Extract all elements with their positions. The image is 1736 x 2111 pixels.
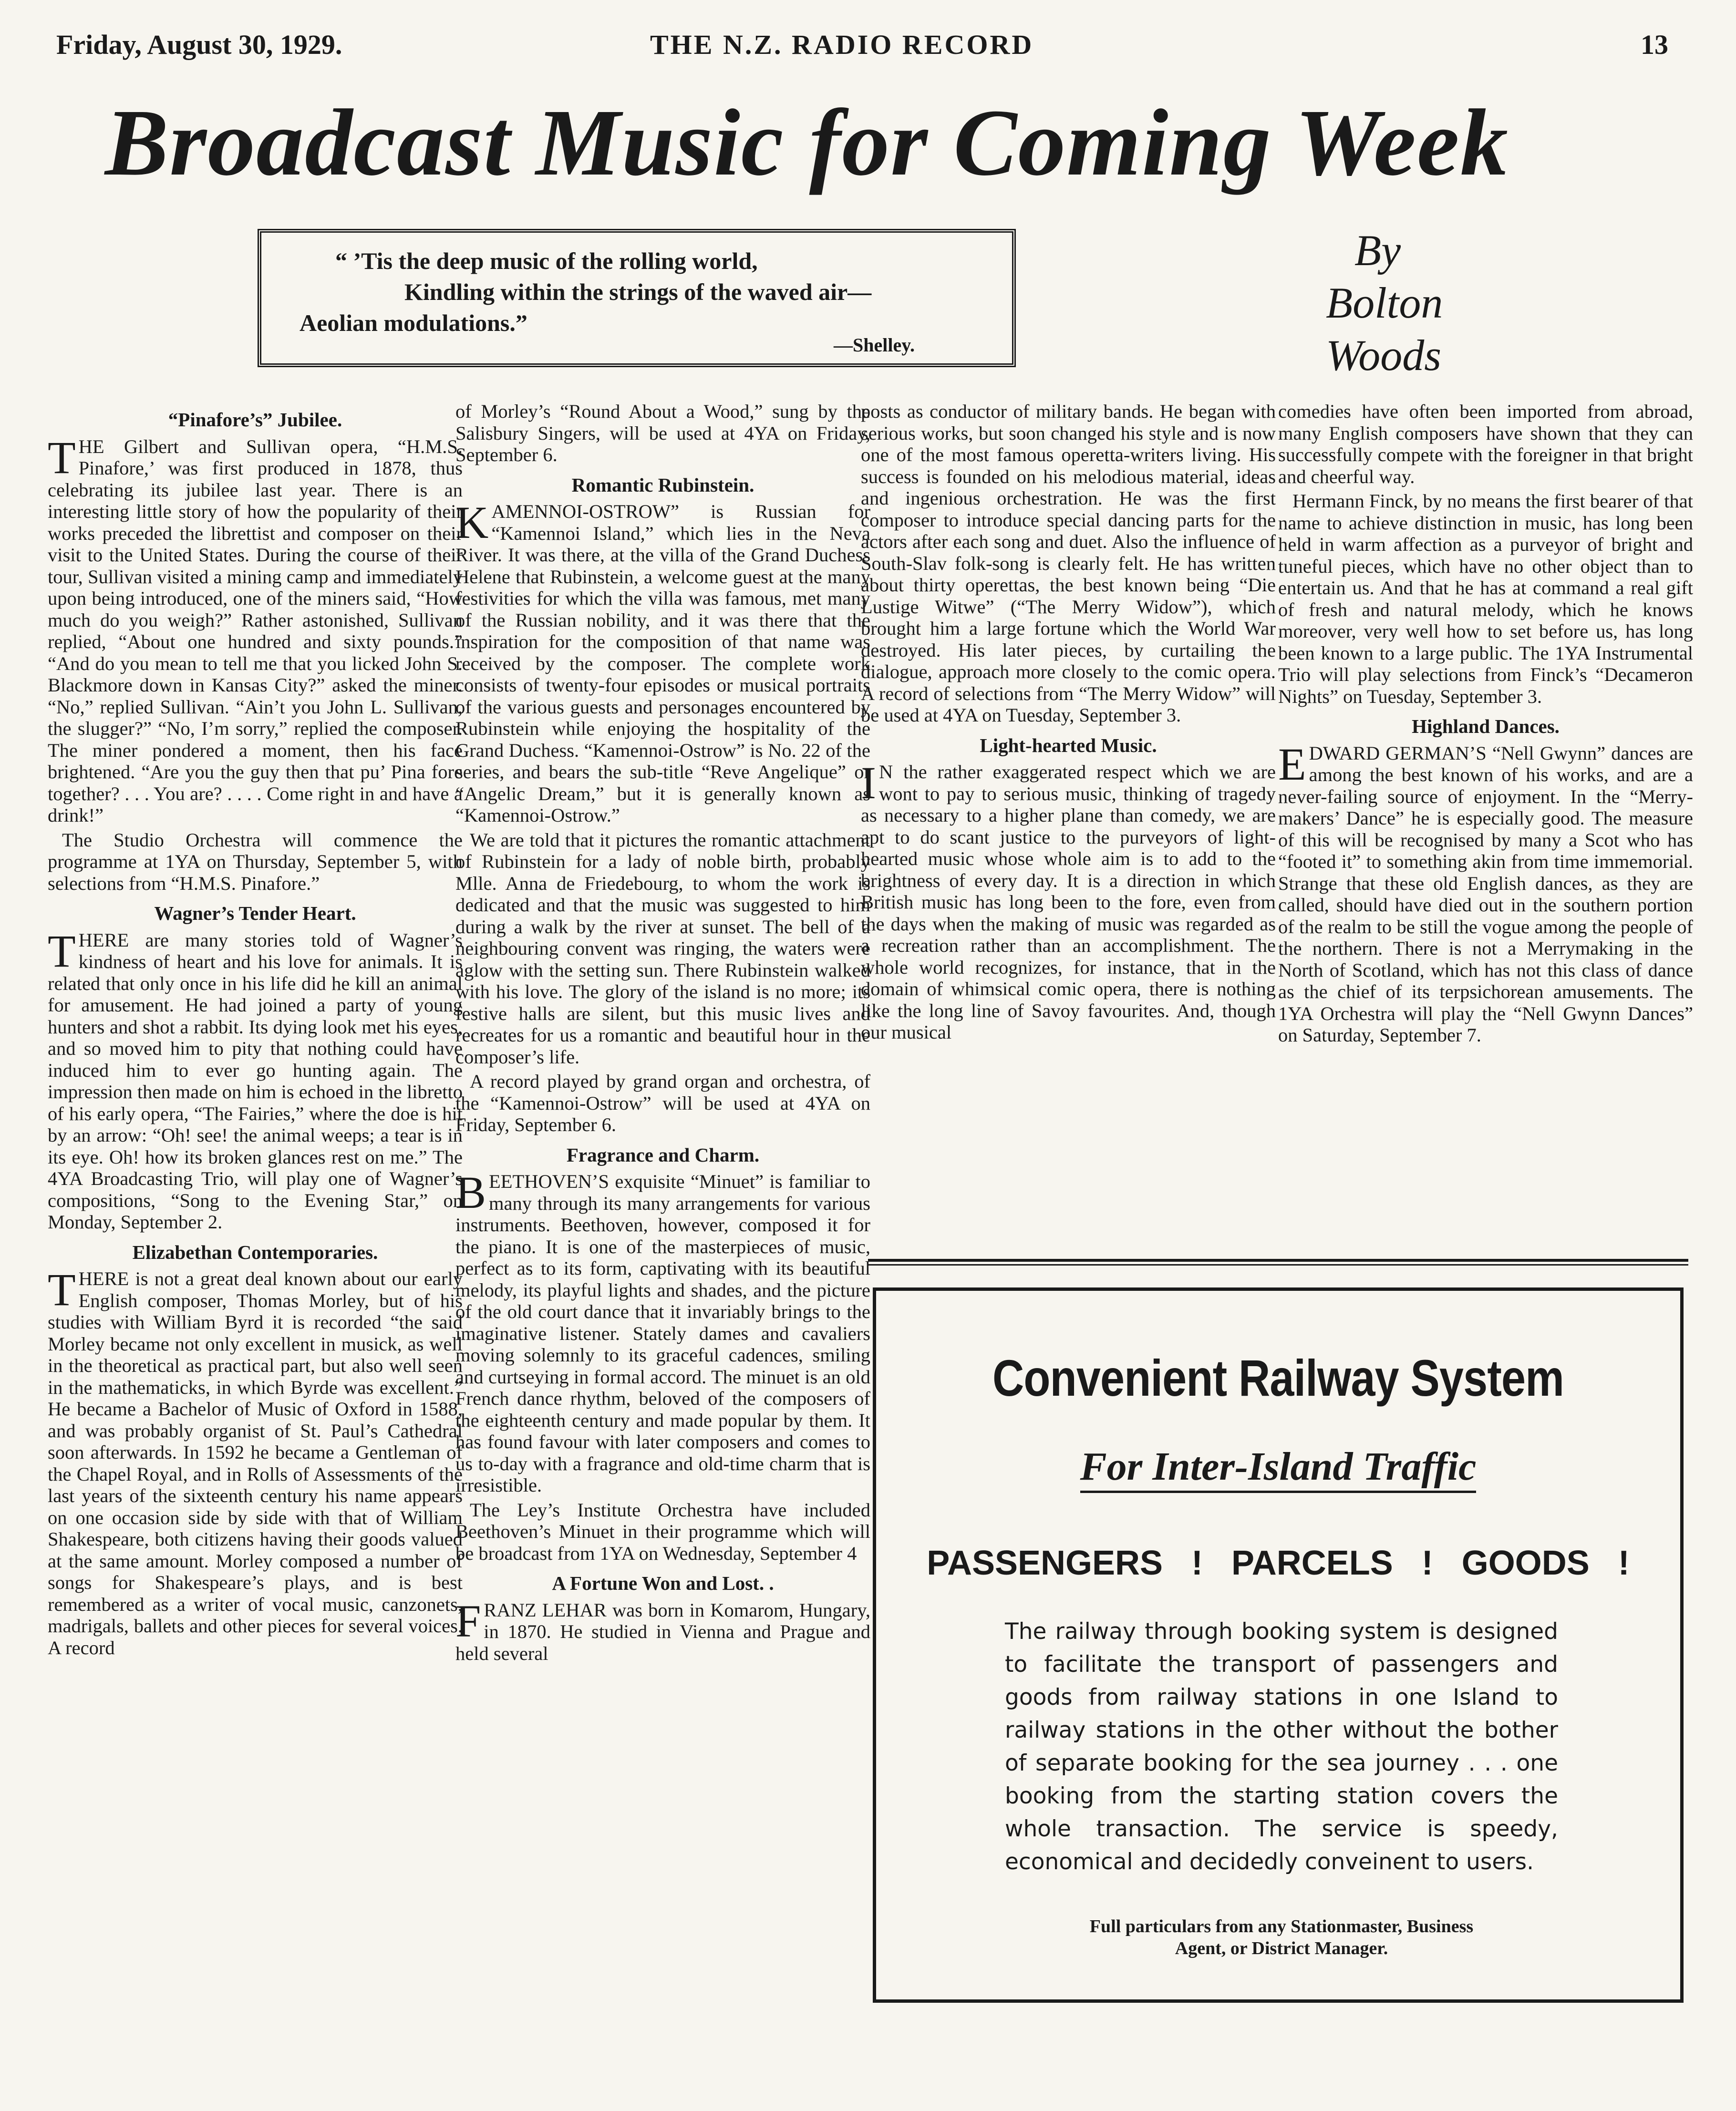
epigraph-line-1: “ ’Tis the deep music of the rolling world, bbox=[335, 247, 758, 274]
drop-cap: T bbox=[48, 1264, 76, 1315]
masthead bbox=[56, 29, 1668, 67]
paragraph: comedies have often been imported from abroad, many English composers have shown that they can successfully compete with the foreigner in that bright and cheerful way. bbox=[1278, 401, 1693, 487]
section-heading: Highland Dances. bbox=[1412, 715, 1560, 737]
section-heading: Fragrance and Charm. bbox=[566, 1143, 760, 1166]
column-divider-rule bbox=[868, 1259, 1688, 1266]
epigraph-attribution: —Shelley. bbox=[834, 334, 915, 356]
paragraph-text: HERE are many stories told of Wagner’s kindness of heart and his love for animals. It is related that only once in his life did he kill an animal for amusement. He had joined a party of young hunters and shot a rabbit. Its dying look met his eyes, and so moved him to pity that nothing could have induced him to ever go hunting again. The impression then made on him is echoed in the libretto of his early opera, “The Fairies,” where the doe is hit by an arrow: “Oh! see! the animal weeps; a tear is in its eye. Oh! how its broken glances rest on me.” The 4YA Broadcasting Trio, will play one of Wagner’s compositions, “Song to the Evening Star,” on Monday, September 2. bbox=[48, 929, 463, 1233]
paragraph: posts as conductor of military bands. He began with serious works, but soon changed his style and is now one of the most famous operetta-writers living. His success is founded on his melodious material, ideas and ingenious orchestration. He was the first composer to introduce special dancing parts for the actors after each song and duet. Also the influence of South-Slav folk-song is clearly felt. He has written about thirty operettas, the best known being “Die Lustige Witwe” (“The Merry Widow”), which brought him a large fortune which the World War destroyed. His later pieces, by curtailing the dialogue, approach more closely to the comic opera. A record of selections from “The Merry Widow” will be used at 4YA on Tuesday, September 3. bbox=[861, 401, 1276, 726]
paragraph-text: HE Gilbert and Sullivan opera, “H.M.S. Pinafore,’ was first produced in 1878, thus celebrating its jubilee last year. There is an interesting little story of how the popularity of their works preceded the librettist and composer on their visit to the United States. During the course of their tour, Sullivan visited a mining camp and immediately upon being introduced, one of the miners said, “How much do you weigh?” Rather astonished, Sullivan replied, “About one hundred and sixty pounds.” “And do you mean to tell me that you licked John S. Blackmore down in Kansas City?” asked the miner. “No,” replied Sullivan. “Ain’t you John L. Sullivan, the slugger?” “No, I’m sorry,” replied the composer. The miner pondered a moment, then his face brightened. “Are you the guy then that pu’ Pina fore together? . . . You are? . . . . Come right in and have a drink!” bbox=[48, 435, 463, 826]
paragraph bbox=[48, 432, 463, 826]
drop-cap: F bbox=[455, 1595, 481, 1647]
paragraph: of Morley’s “Round About a Wood,” sung by the Salisbury Singers, will be used at 4YA on Friday, September 6. bbox=[455, 401, 870, 465]
epigraph-box bbox=[258, 229, 1016, 367]
section-heading: A Fortune Won and Lost. . bbox=[552, 1572, 774, 1594]
drop-cap: I bbox=[861, 757, 876, 808]
paragraph-text: RANZ LEHAR was born in Komarom, Hungary, in 1870. He studied in Vienna and Prague and held several bbox=[455, 1599, 870, 1664]
byline-by: By bbox=[1354, 226, 1401, 275]
ad-body: The railway through booking system is designed to facilitate the transport of passengers and goods from railway stations in one Island to railway stations in the other without the bother of separate booking for the sea journey . . . one booking from the starting station covers the whole transaction. The service is speedy, economical and decidedly conveinent to users. bbox=[1005, 1618, 1558, 1875]
ad-subtitle-text: For Inter-Island Traffic bbox=[1080, 1444, 1477, 1493]
issue-date: Friday, August 30, 1929. bbox=[56, 29, 342, 60]
byline-first-name: Bolton bbox=[1326, 278, 1443, 327]
byline-last-name: Woods bbox=[1326, 331, 1441, 380]
section-heading: Wagner’s Tender Heart. bbox=[154, 902, 356, 924]
paragraph: A record played by grand organ and orchestra, of the “Kamennoi-Ostrow” will be used at 4YA on Friday, September 6. bbox=[455, 1071, 870, 1135]
drop-cap: K bbox=[455, 497, 489, 548]
drop-cap: T bbox=[48, 432, 76, 483]
paragraph bbox=[1278, 738, 1693, 1046]
paragraph: Hermann Finck, by no means the first bearer of that name to achieve distinction in music, has long been held in warm affection as a purveyor of bright and tuneful pieces, which have no other object than to entertain us. And that he has at command a real gift of fresh and natural melody, which he knows moreover, very well how to set before us, has long been known to a large public. The 1YA Instrumental Trio will play selections from Finck’s “Decameron Nights” on Tuesday, September 3. bbox=[1278, 490, 1693, 707]
paragraph-text: AMENNOI-OSTROW” is Russian for “Kamennoi Island,” which lies in the Neva River. It was there, at the villa of the Grand Duchess Helene that Rubinstein, a welcome guest at the many festivities for which the villa was famous, met many of the Russian nobility, and it was there that the inspiration for the composition of that name was received by the composer. The complete work consists of twenty-four episodes or musical portraits of the various guests and personages encountered by Rubinstein while enjoying the hospitality of the Grand Duchess. “Kamennoi-Ostrow” is No. 22 of the series, and bears the sub-title “Reve Angelique” or “Angelic Dream,” but it is generally known as “Kamennoi-Ostrow.” bbox=[455, 501, 870, 826]
paragraph bbox=[48, 925, 463, 1233]
paragraph bbox=[861, 757, 1276, 1043]
publication-name: THE N.Z. RADIO RECORD bbox=[650, 29, 1034, 60]
paragraph bbox=[455, 497, 870, 826]
section-heading: Elizabethan Contemporaries. bbox=[132, 1241, 378, 1263]
paragraph bbox=[455, 1167, 870, 1496]
paragraph: We are told that it pictures the romantic attachment of Rubinstein for a lady of noble birth, probably Mlle. Anna de Friedebourg, to whom the work is dedicated and that the music was suggested to him during a walk by the river at sunset. The bell of a neighbouring convent was ringing, the waters were aglow with the setting sun. There Rubinstein walked with his love. The glory of the island is no more; its festive halls are silent, but this music lives and recreates for us a romantic and beautiful hour in the composer’s life. bbox=[455, 829, 870, 1068]
article-column-3 bbox=[861, 401, 1276, 1240]
article-column-4 bbox=[1278, 401, 1693, 1240]
ad-subtitle bbox=[876, 1443, 1680, 1490]
drop-cap: E bbox=[1278, 738, 1306, 790]
drop-cap: B bbox=[455, 1167, 486, 1218]
ad-footer: Full particulars from any Stationmaster, Business Agent, or District Manager. bbox=[1089, 1916, 1474, 1958]
drop-cap: T bbox=[48, 925, 76, 977]
paragraph-text: EETHOVEN’S exquisite “Minuet” is familiar to many through its many arrangements for various instruments. Beethoven, however, composed it for the piano. It is one of the masterpieces of music, perfect as to its form, captivating with its beautiful melody, its playful lights and shades, and the picture of the old court dance that it invariably brings to the imaginative listener. Stately dames and cavaliers moving solemnly to its graceful cadences, smiling and curtseying in formal accord. The minuet is an old French dance rhythm, beloved of the composers of the eighteenth century and made popular by them. It has found favour with later composers and comes to us to-day with a fragrance and old-time charm that is irresistible. bbox=[455, 1171, 870, 1496]
paragraph bbox=[48, 1264, 463, 1658]
epigraph-line-3: Aeolian modulations.” bbox=[300, 309, 527, 336]
paragraph: The Ley’s Institute Orchestra have included Beethoven’s Minuet in their programme which will be broadcast from 1YA on Wednesday, September 4 bbox=[455, 1499, 870, 1564]
article-column-2 bbox=[455, 401, 870, 2027]
epigraph-line-2: Kindling within the strings of the waved air— bbox=[404, 278, 872, 305]
section-heading: “Pinafore’s” Jubilee. bbox=[168, 409, 342, 431]
page-headline: Broadcast Music for Coming Week bbox=[105, 90, 1509, 196]
railway-advertisement bbox=[873, 1287, 1684, 2003]
paragraph-text: HERE is not a great deal known about our early English composer, Thomas Morley, but of his studies with William Byrd it is recorded “the said Morley became not only excellent in musick, as well in the theoretical as practical part, but also well seen in the mathematicks, in which Byrde was excellent.” He became a Bachelor of Music of Oxford in 1588, and was probably organist of St. Paul’s Cathedral soon afterwards. In 1592 he became a Gentleman of the Chapel Royal, and in Rolls of Assessments of the last years of the sixteenth century his name appears on one occasion side by side with that of William Shakespeare, both citizens having their goods valued at the same amount. Morley composed a number of songs for Shakespeare’s plays, and is best remembered as a writer of vocal music, canzonets, madrigals, ballets and other pieces for several voices. A record bbox=[48, 1268, 463, 1658]
ad-title: Convenient Railway System bbox=[992, 1349, 1564, 1407]
paragraph-text: N the rather exaggerated respect which we are wont to pay to serious music, thinking of tragedy as necessary to a higher plane than comedy, we are apt to do scant justice to the purveyors of light-hearted music whose whole aim is to add to the brightness of every day. It is a direction in which British music has long been to the fore, even from the days when the making of music was regarded as a recreation rather than an accomplishment. The whole world recognizes, for instance, that in the domain of whimsical comic opera, there is nothing like the long line of Savoy favourites. And, though our musical bbox=[861, 761, 1276, 1043]
paragraph: The Studio Orchestra will commence the programme at 1YA on Thursday, September 5, with selections from “H.M.S. Pinafore.” bbox=[48, 829, 463, 894]
paragraph-text: DWARD GERMAN’S “Nell Gwynn” dances are among the best known of his works, and are a never-failing source of enjoyment. In the “Merry-makers’ Dance” he is especially good. The measure of this will be recognised by many a Scot who has “footed it” to something akin from time immemorial. Strange that these old English dances, as they are called, should have died out in the southern portion of the realm to be still the vogue among the people of the northern. There is not a Merrymaking in the North of Scotland, which has not this class of dance as the chief of its terpsichorean amusements. The 1YA Orchestra will play the “Nell Gwynn Dances” on Saturday, September 7. bbox=[1278, 742, 1693, 1046]
section-heading: Light-hearted Music. bbox=[980, 734, 1157, 756]
ad-banner: PASSENGERS ! PARCELS ! GOODS ! bbox=[927, 1544, 1630, 1582]
article-column-1 bbox=[48, 401, 463, 2027]
paragraph bbox=[455, 1595, 870, 1665]
page-number: 13 bbox=[1641, 29, 1668, 60]
byline bbox=[1326, 224, 1507, 381]
section-heading: Romantic Rubinstein. bbox=[571, 474, 754, 496]
